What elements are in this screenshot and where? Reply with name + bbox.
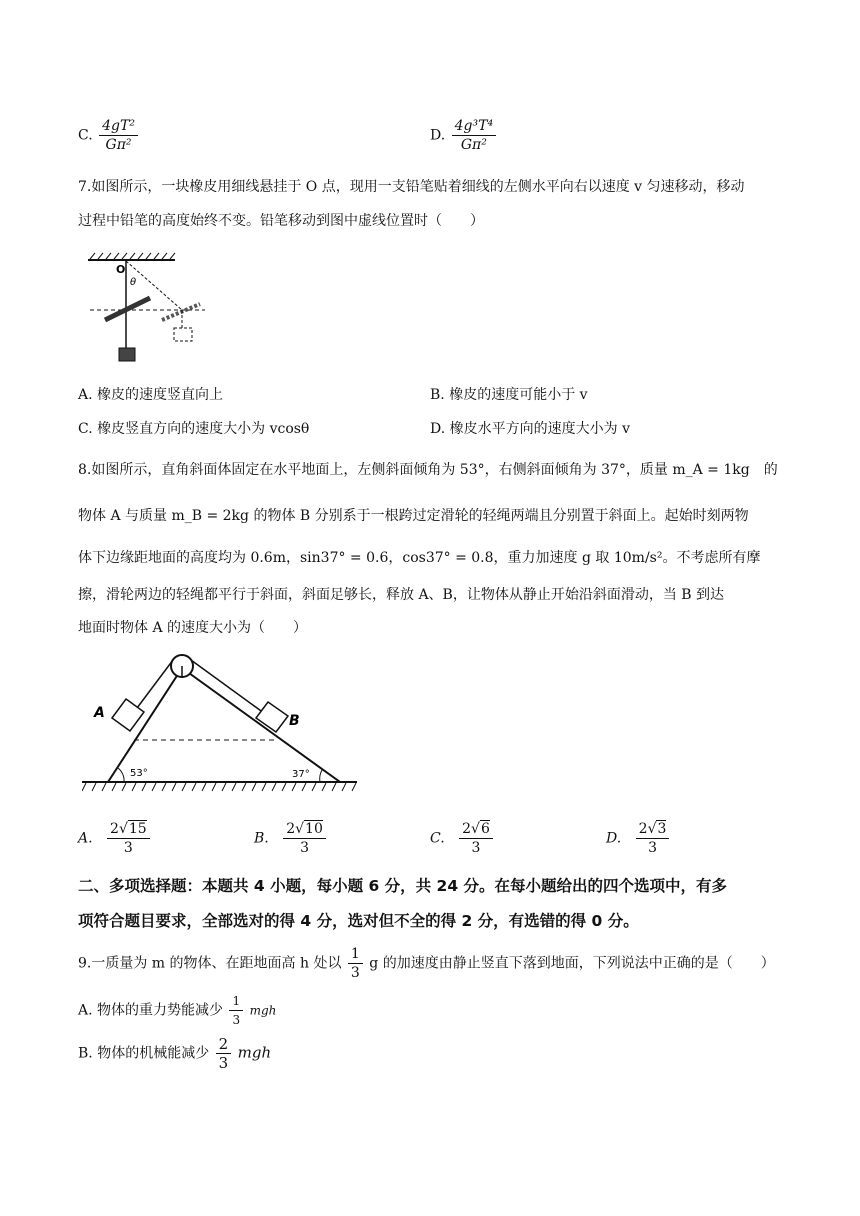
q7-option-c: C. 橡皮竖直方向的速度大小为 vcosθ	[78, 421, 310, 437]
q8-option-b-label: B.	[254, 830, 269, 847]
q8-c-radicand: 6	[480, 821, 490, 837]
q6-option-d-fraction	[452, 117, 496, 154]
q8-a-radicand: 15	[128, 821, 147, 837]
q8-b-coef: 2	[286, 821, 296, 837]
section2-heading-line1: 二、多项选择题：本题共 4 小题，每小题 6 分，共 24 分。在每小题给出的四个选项中，有多	[78, 877, 728, 895]
eraser-dashed	[174, 328, 192, 341]
angle-arc-left	[118, 768, 124, 782]
q8-option-b-fraction: $\frac{2√10}{3}$	[283, 820, 326, 857]
q8-c-den: 3	[471, 840, 481, 856]
angle-arc-right	[320, 770, 322, 782]
q9-a-den: 3	[232, 1013, 241, 1027]
q8-stem-line2: 物体 A 与质量 m_B = 2kg 的物体 B 分别系于一根跨过定滑轮的轻绳两端且分别置于斜面上。起始时刻两物	[78, 508, 749, 524]
pencil-icon	[105, 298, 150, 320]
q9-stem-pre: 9.一质量为 m 的物体、在距地面高 h 处以	[78, 955, 342, 972]
incline-triangle	[108, 668, 340, 782]
q6-option-c-label: C.	[78, 127, 93, 144]
pencil-dashed-icon	[162, 304, 200, 320]
q8-stem-line3: 体下边缘距地面的高度均为 0.6m，sin37° = 0.6，cos37° = 0.8，重力加速度 g 取 10m/s²。不考虑所有摩	[78, 550, 761, 566]
q8-b-radicand: 10	[305, 821, 323, 837]
q8-option-c	[430, 820, 495, 857]
q6-c-denominator: Gπ²	[105, 137, 132, 153]
q8-option-a-label: A.	[78, 830, 93, 847]
q6-option-d	[430, 117, 498, 154]
angle-37-label: 37°	[292, 769, 310, 780]
q7-option-b: B. 橡皮的速度可能小于 v	[430, 387, 588, 403]
block-b	[256, 702, 288, 732]
q8-stem-line5: 地面时物体 A 的速度大小为（ ）	[78, 620, 308, 636]
q6-option-c	[78, 117, 140, 154]
q9-option-b-expr: mgh	[237, 1043, 272, 1062]
q8-d-coef: 2	[638, 821, 648, 837]
q9-stem-num: 1	[348, 945, 363, 964]
angle-53-label: 53°	[130, 768, 148, 779]
q8-option-c-label: C.	[430, 830, 445, 847]
ceiling-hatching	[90, 253, 175, 259]
q8-a-den: 3	[123, 840, 133, 856]
q9-option-a-expr: mgh	[249, 1003, 277, 1018]
q9-option-a-fraction	[229, 992, 243, 1029]
q8-figure	[82, 648, 362, 798]
rope-left	[134, 660, 173, 712]
label-a: A	[94, 705, 105, 721]
rope-right	[191, 660, 268, 716]
q9-option-a-text: A. 物体的重力势能减少	[78, 1002, 224, 1019]
q8-option-c-fraction: $\frac{2√6}{3}$	[459, 820, 493, 857]
q8-a-coef: 2	[110, 821, 119, 837]
q8-stem-line1: 8.如图所示，直角斜面体固定在水平地面上，左侧斜面倾角为 53°，右侧斜面倾角为 37°，质量 m_A = 1kg 的	[78, 462, 778, 478]
q7-figure	[80, 250, 210, 365]
q8-option-b	[254, 820, 328, 857]
q7-option-d: D. 橡皮水平方向的速度大小为 v	[430, 421, 630, 437]
q6-option-d-label: D.	[430, 127, 446, 144]
q6-d-denominator: Gπ²	[460, 137, 487, 153]
q9-option-a	[78, 992, 276, 1029]
point-o-label: O	[116, 263, 126, 276]
q7-option-a: A. 橡皮的速度竖直向上	[78, 387, 224, 403]
q9-a-num: 1	[229, 992, 243, 1011]
q9-stem-post: g 的加速度由静止竖直下落到地面，下列说法中正确的是（ ）	[369, 955, 775, 972]
q8-b-den: 3	[300, 840, 309, 856]
q9-b-num: 2	[216, 1035, 232, 1054]
q7-stem-line1: 7.如图所示，一块橡皮用细线悬挂于 O 点，现用一支铅笔贴着细线的左侧水平向右以速度 v 匀速移动，移动	[78, 179, 745, 195]
q8-option-d-label: D.	[606, 830, 622, 847]
theta-label: θ	[130, 277, 137, 288]
ground-hatching	[82, 783, 356, 791]
block-a	[112, 699, 144, 731]
q7-stem-line2: 过程中铅笔的高度始终不变。铅笔移动到图中虚线位置时（ ）	[78, 213, 484, 229]
q9-option-b	[78, 1035, 271, 1072]
q8-stem-line4: 擦，滑轮两边的轻绳都平行于斜面，斜面足够长，释放 A、B，让物体从静止开始沿斜面滑动，当 B 到达	[78, 587, 725, 603]
label-b: B	[289, 713, 300, 729]
q9-b-den: 3	[218, 1054, 229, 1072]
q6-option-c-fraction	[99, 117, 138, 154]
q9-option-b-text: B. 物体的机械能减少	[78, 1045, 210, 1062]
q9-stem-fraction	[348, 945, 363, 982]
q8-option-a-fraction: $\frac{2√15}{3}$	[107, 820, 150, 857]
q8-option-a	[78, 820, 152, 857]
q8-option-d	[606, 820, 671, 857]
section2-heading-line2: 项符合题目要求，全部选对的得 4 分，选对但不全的得 2 分，有选错的得 0 分。	[78, 912, 639, 930]
q6-d-numerator: 4g³T⁴	[452, 117, 496, 136]
q8-c-coef: 2	[462, 821, 472, 837]
q6-c-numerator: 4gT²	[99, 117, 138, 136]
q9-option-b-fraction	[216, 1035, 232, 1072]
q8-d-den: 3	[648, 840, 657, 856]
q8-option-d-fraction: $\frac{2√3}{3}$	[636, 820, 670, 857]
q8-d-radicand: 3	[657, 821, 667, 837]
eraser	[119, 348, 135, 361]
q9-stem	[78, 945, 775, 982]
q9-stem-den: 3	[350, 965, 360, 981]
